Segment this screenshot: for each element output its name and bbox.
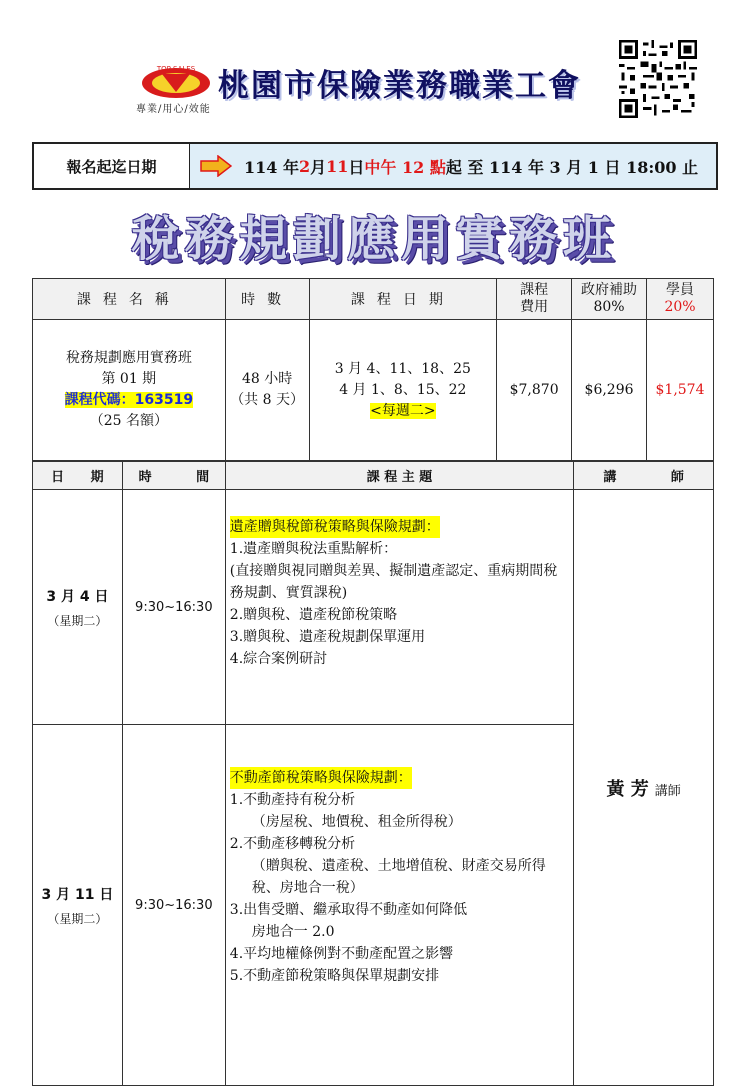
course-dates-april: 4 月 1、8、15、22: [339, 381, 467, 398]
header-topic: 課 程 主 題: [225, 462, 573, 490]
registration-month: 2: [298, 156, 311, 176]
header-fee-line1: 課程: [520, 282, 549, 298]
registration-period-box: [32, 142, 718, 190]
header-dates: 課程日期: [309, 279, 497, 320]
course-fee: $7,870: [497, 320, 572, 461]
header-hours: 時數: [225, 279, 309, 320]
registration-text-2: 月: [310, 157, 327, 177]
session-weekday: （星期二）: [47, 613, 108, 628]
session-weekday: （星期二）: [47, 911, 108, 926]
header-student-line2: 20%: [664, 299, 696, 315]
course-days: （共 8 天）: [230, 392, 304, 408]
session-topic-line: 房地合一 2.0: [251, 924, 335, 940]
registration-text-1: 114 年: [244, 157, 299, 177]
teacher-suffix: 講師: [654, 783, 681, 799]
course-code: 課程代碼：163519: [64, 392, 194, 408]
course-summary-table: [32, 278, 714, 461]
header-subsidy: [572, 279, 647, 320]
session-date: 3 月 11 日: [41, 886, 114, 903]
registration-day: 11: [326, 156, 349, 176]
course-summary-row: [33, 320, 714, 461]
course-dates-march: 3 月 4、11、18、25: [334, 360, 471, 377]
course-hours: 48 小時: [241, 371, 293, 387]
qr-code-icon[interactable]: [619, 40, 697, 118]
header-time: 時 間: [122, 462, 225, 490]
course-name: 稅務規劃應用實務班: [65, 350, 192, 366]
course-period: 第 01 期: [101, 371, 157, 387]
course-subsidy: $6,296: [572, 320, 647, 461]
session-topic-title: 不動產節稅策略與保險規劃：: [230, 767, 412, 789]
session-topic-cell: [225, 490, 573, 725]
session-date-cell: [33, 490, 123, 725]
registration-dates: [190, 144, 716, 188]
course-summary-header: [33, 279, 714, 320]
schedule-table: [32, 461, 714, 1086]
session-topic-line: 4.綜合案例研討: [229, 651, 328, 667]
logo-text: TOP SALES: [156, 65, 196, 73]
session-topic-line: 1.遺產贈與稅法重點解析：: [229, 541, 398, 557]
session-topic-line: 5.不動產節稅策略與保單規劃安排: [229, 968, 440, 984]
session-topic-line: 3.出售受贈、繼承取得不動產如何降低: [229, 902, 468, 918]
session-topic-line: 2.不動產移轉稅分析: [229, 836, 356, 852]
course-weekday: <每週二>: [370, 402, 436, 419]
header-fee: [497, 279, 572, 320]
header-student-line1: 學員: [666, 282, 694, 298]
slogan: 專業/用心/效能: [136, 104, 211, 115]
registration-text-3: 日: [348, 157, 365, 177]
teacher-name: 黃 芳: [606, 778, 649, 800]
session-topic-line: （房屋稅、地價稅、租金所得稅）: [251, 814, 462, 830]
session-topic-line: 2.贈與稅、遺產稅節稅策略: [229, 607, 398, 623]
session-date-cell: [33, 725, 123, 1086]
session-topic-title: 遺產贈與稅節稅策略與保險規劃：: [230, 516, 440, 538]
session-time: 9:30~16:30: [122, 490, 225, 725]
header-fee-line2: 費用: [520, 299, 549, 315]
session-time: 9:30~16:30: [122, 725, 225, 1086]
arrow-right-icon: [200, 155, 232, 177]
registration-label: 報名起迄日期: [34, 144, 190, 188]
course-quota: （25 名額）: [89, 413, 168, 429]
course-student-fee: $1,574: [647, 320, 714, 461]
header-date: 日 期: [33, 462, 123, 490]
schedule-header: [33, 462, 714, 490]
session-topic-line: 3.贈與稅、遺產稅規劃保單運用: [229, 629, 426, 645]
registration-noon: 中午 12 點: [364, 157, 446, 177]
session-topic-line: 1.不動產持有稅分析: [229, 792, 356, 808]
org-name: 桃園市保險業務職業工會: [218, 68, 581, 104]
dates-cell: [309, 320, 497, 461]
schedule-row: [33, 490, 714, 725]
session-date: 3 月 4 日: [46, 588, 109, 605]
session-topic-line: (直接贈與視同贈與差異、擬制遺產認定、重病期間稅務規劃、實質課稅): [229, 563, 558, 601]
teacher-cell: [574, 490, 714, 1086]
session-topic-cell: [225, 725, 573, 1086]
session-topic-line: （贈與稅、遺產稅、土地增值稅、財產交易所得稅、房地合一稅）: [251, 858, 546, 896]
header-teacher: 講 師: [574, 462, 714, 490]
registration-text-4: 起 至 114 年 3 月 1 日 18:00 止: [445, 157, 699, 177]
header-course-name: 課程名稱: [33, 279, 226, 320]
union-logo-icon: [140, 62, 212, 100]
hours-cell: [225, 320, 309, 461]
session-topic-line: 4.平均地權條例對不動產配置之影響: [229, 946, 454, 962]
course-title: 稅務規劃應用實務班: [130, 211, 617, 267]
course-name-cell: [33, 320, 226, 461]
header-student: [647, 279, 714, 320]
header-subsidy-line1: 政府補助: [581, 282, 638, 298]
header-subsidy-line2: 80%: [593, 299, 625, 315]
